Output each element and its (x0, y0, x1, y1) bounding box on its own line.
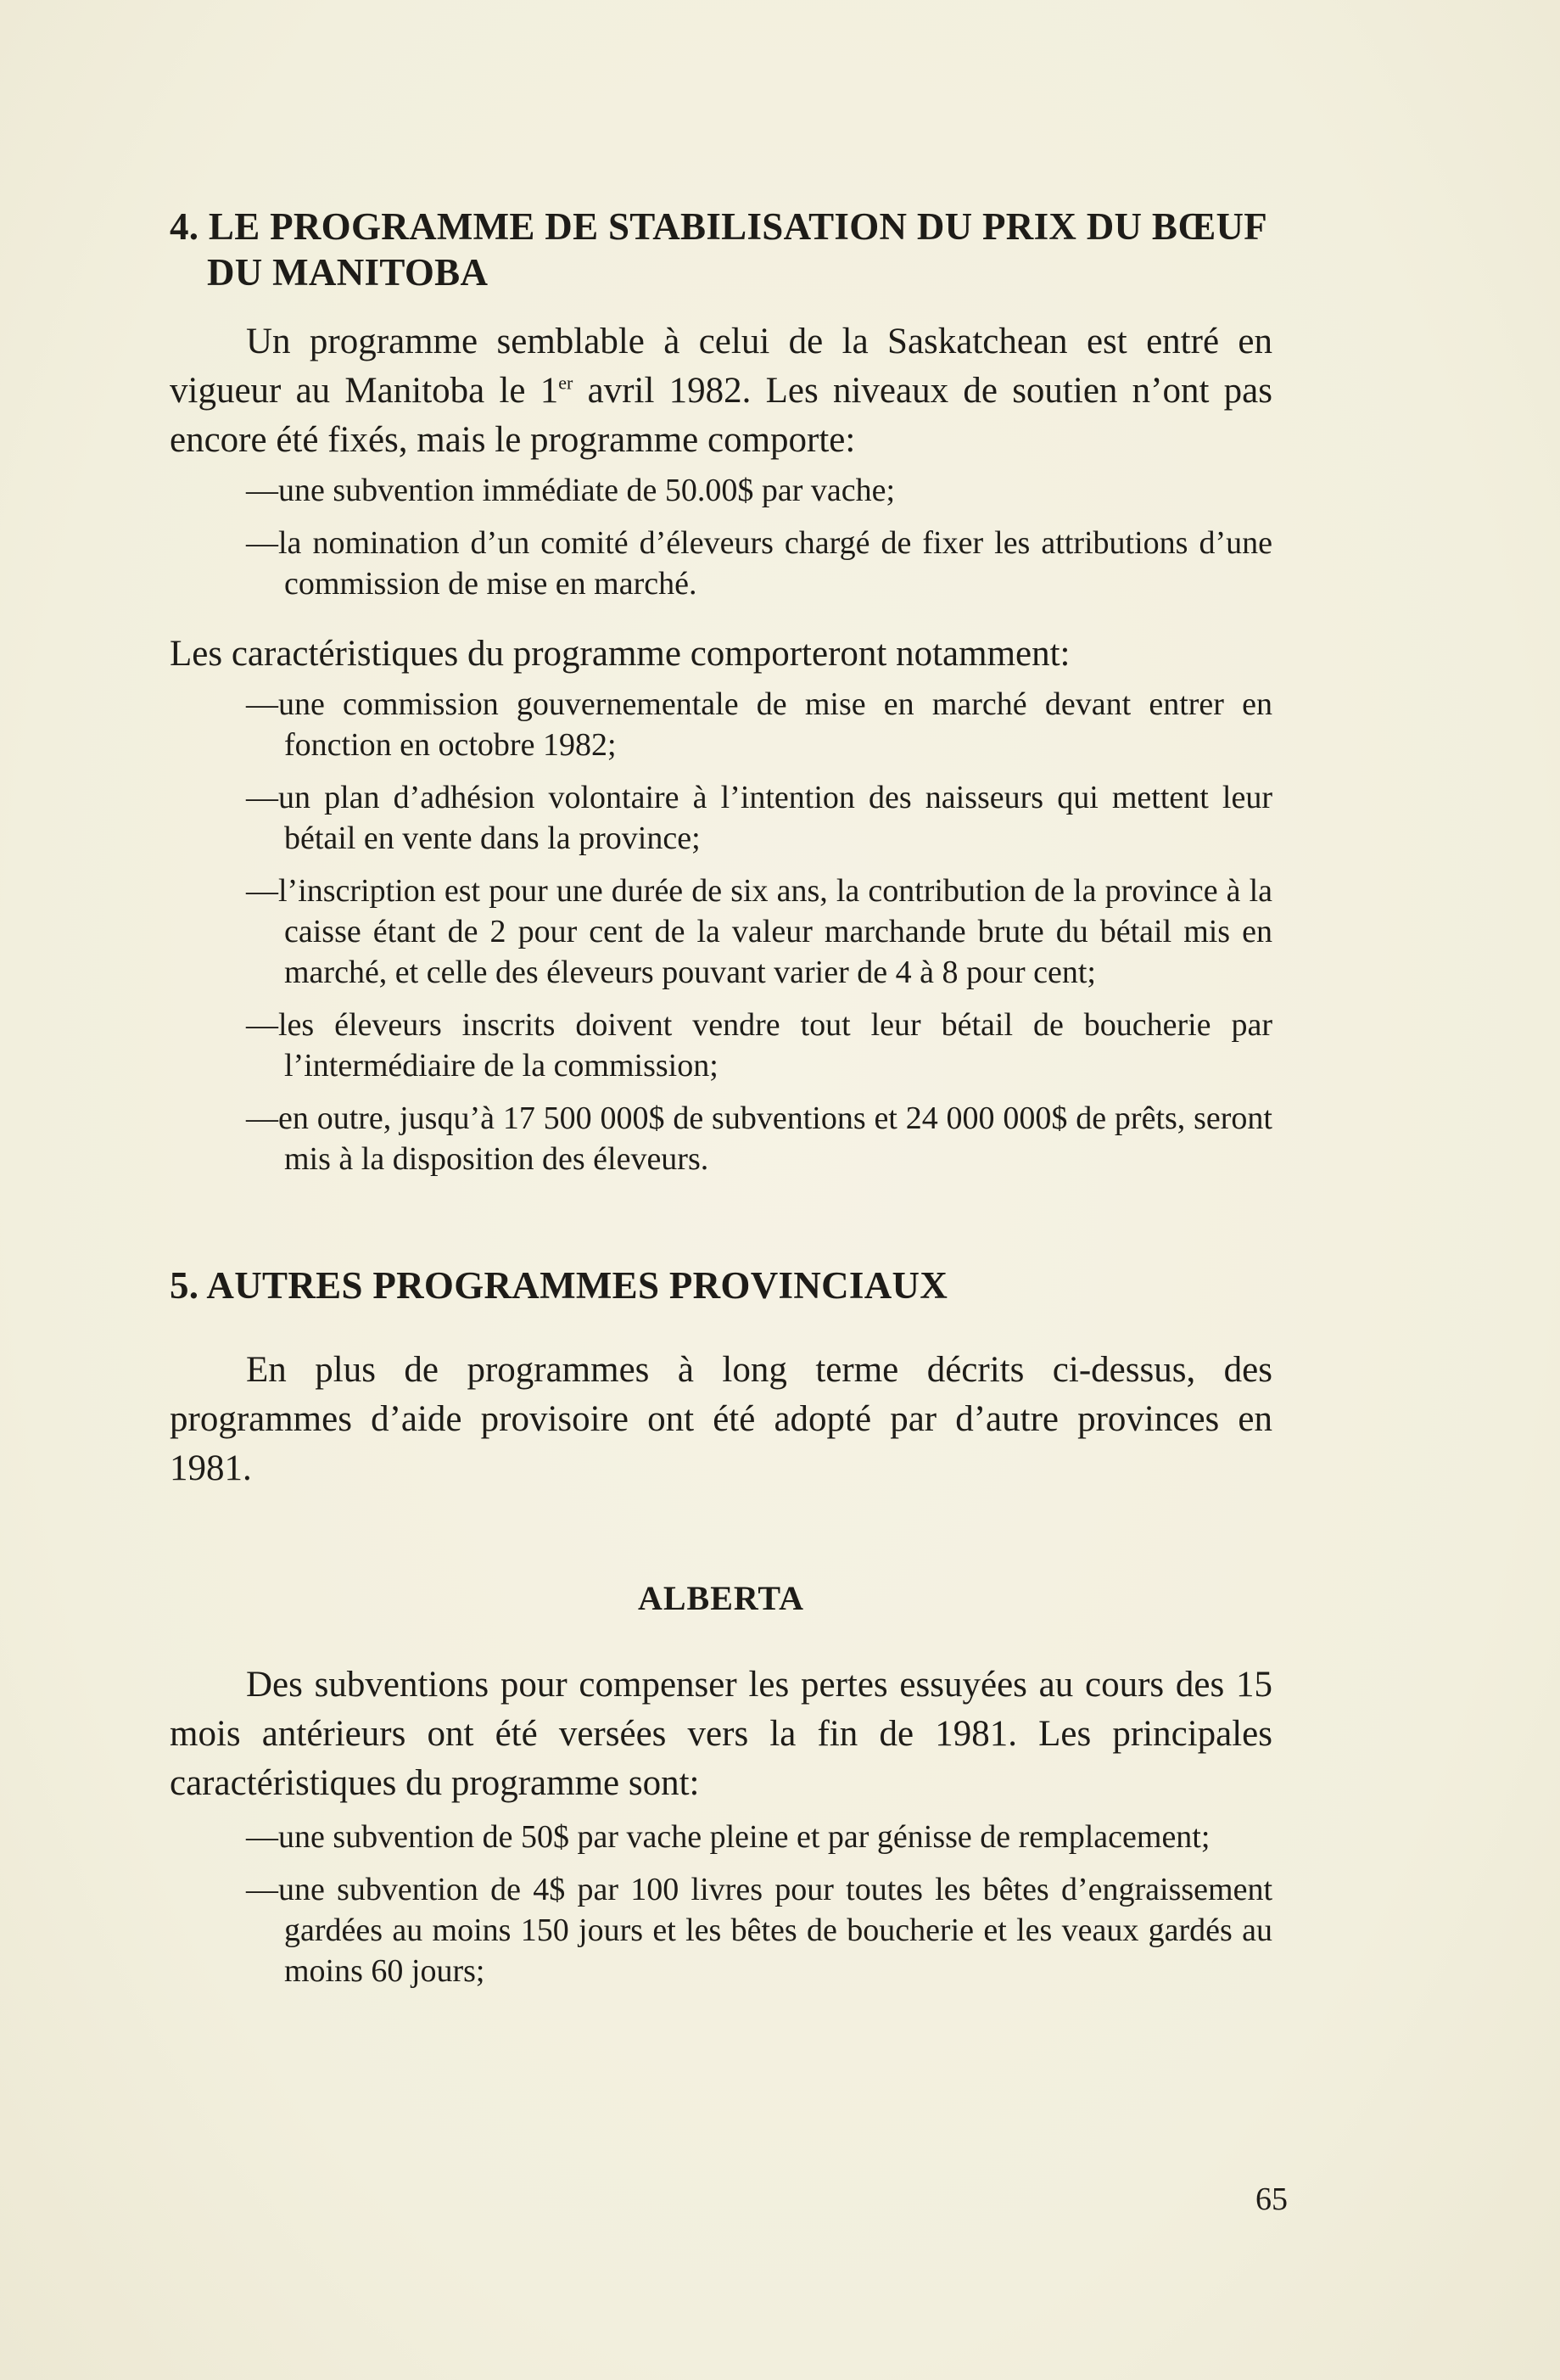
list-item: — une subvention de 50$ par vache pleine et par génisse de remplacement; (170, 1817, 1272, 1857)
section-4-intro (170, 317, 1272, 465)
characteristics-list (170, 684, 1272, 1179)
characteristics-intro: Les caractéristiques du programme comporteront notamment: (170, 634, 1071, 674)
alberta-intro: Des subventions pour compenser les pertes essuyées au cours des 15 mois antérieurs ont été versées vers la fin de 1981. Les principales caractéristiques du programme sont: (170, 1665, 1272, 1803)
section-4-intro-end: avril 1982. Les niveaux de soutien n’ont pas encore été fixés, mais le programme comporte: (170, 371, 1272, 460)
list-item: — l’inscription est pour une durée de six ans, la contribution de la province à la caisse étant de 2 pour cent de la valeur marchande brute du bétail mis en marché, et celle des éleveurs pouvant varier de 4 à 8 pour cent; (170, 871, 1272, 993)
list-item: — les éleveurs inscrits doivent vendre tout leur bétail de boucherie par l’intermédiaire de la commission; (170, 1005, 1272, 1086)
ordinal-superscript: er (558, 372, 573, 394)
alberta-heading: ALBERTA (637, 1579, 804, 1617)
section-4-list (170, 470, 1272, 604)
section-5-heading: 5. AUTRES PROGRAMMES PROVINCIAUX (170, 1264, 948, 1307)
list-item: — la nomination d’un comité d’éleveurs chargé de fixer les attributions d’une commission de mise en marché. (170, 523, 1272, 604)
section-4-heading: 4. LE PROGRAMME DE STABILISATION DU PRIX DU BŒUF DU MANITOBA (170, 205, 1266, 294)
section-4-intro-start: Un programme semblable à celui de la Saskatchean est entré en vigueur au Manitoba le 1 (170, 322, 1272, 411)
list-item: — une commission gouvernementale de mise en marché devant entrer en fonction en octobre 1982; (170, 684, 1272, 765)
section-5-intro: En plus de programmes à long terme décrits ci-dessus, des programmes d’aide provisoire ont été adopté par d’autre provinces en 1981. (170, 1350, 1272, 1488)
list-item: — un plan d’adhésion volontaire à l’intention des naisseurs qui mettent leur bétail en vente dans la province; (170, 777, 1272, 859)
page-content (170, 204, 1272, 2003)
alberta-list (170, 1817, 1272, 1991)
list-item: — une subvention de 4$ par 100 livres pour toutes les bêtes d’engraissement gardées au moins 150 jours et les bêtes de boucherie et les veaux gardés au moins 60 jours; (170, 1869, 1272, 1991)
list-item: — en outre, jusqu’à 17 500 000$ de subventions et 24 000 000$ de prêts, seront mis à la disposition des éleveurs. (170, 1098, 1272, 1179)
list-item: — une subvention immédiate de 50.00$ par vache; (170, 470, 1272, 511)
page-number: 65 (1255, 2181, 1288, 2217)
